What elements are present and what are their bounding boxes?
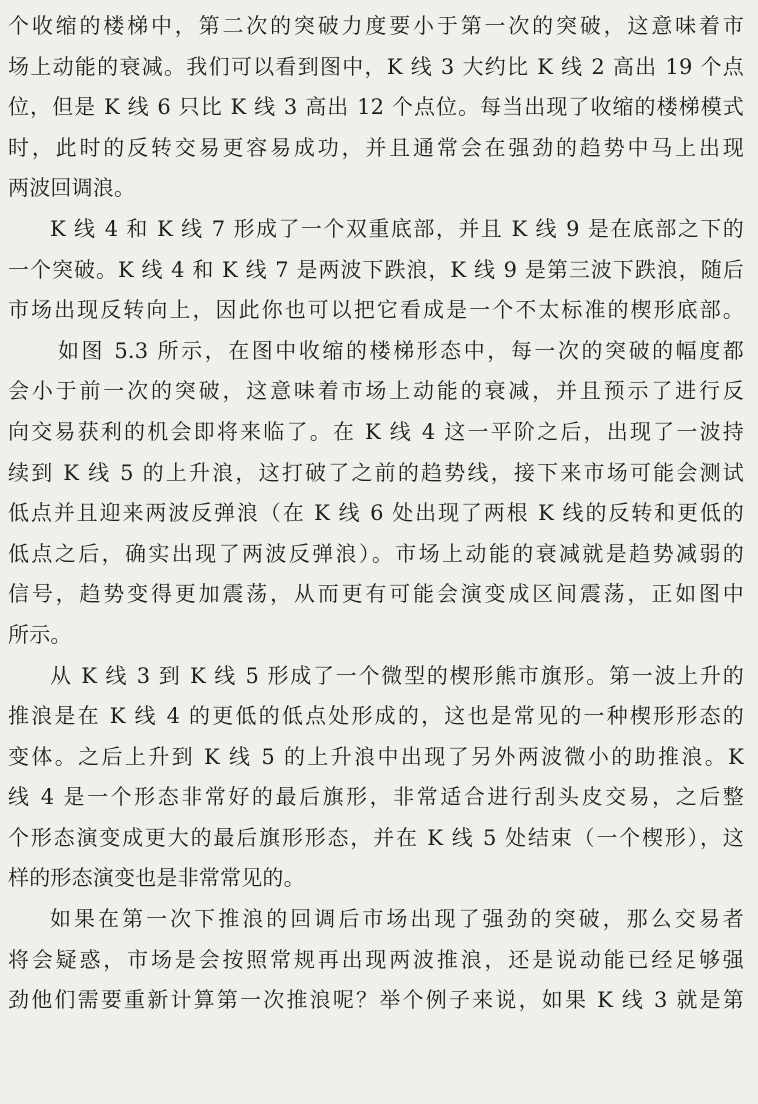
text-line: 推浪是在 K 线 4 的更低的低点处形成的，这也是常见的一种楔形形态的 (8, 704, 744, 729)
text-line: 从 K 线 3 到 K 线 5 形成了一个微型的楔形熊市旗形。第一波上升的 (50, 663, 744, 688)
paragraph-3 (8, 331, 744, 656)
paragraph-5 (8, 899, 744, 1021)
paragraph-1 (8, 6, 744, 209)
text-line: 位，但是 K 线 6 只比 K 线 3 高出 12 个点位。每当出现了收缩的楼梯模式 (8, 95, 744, 120)
text-line: 如图 5.3 所示，在图中收缩的楼梯形态中，每一次的突破的幅度都 (58, 338, 744, 363)
text-line: 所示。 (8, 622, 72, 647)
text-line: 低点之后，确实出现了两波反弹浪）。市场上动能的衰减就是趋势减弱的 (8, 541, 744, 566)
text-line: 个收缩的楼梯中，第二次的突破力度要小于第一次的突破，这意味着市 (8, 14, 744, 38)
text-line: 会小于前一次的突破，这意味着市场上动能的衰减，并且预示了进行反 (8, 379, 744, 404)
text-line: 低点并且迎来两波反弹浪（在 K 线 6 处出现了两根 K 线的反转和更低的 (8, 501, 744, 526)
text-line: 变体。之后上升到 K 线 5 的上升浪中出现了另外两波微小的助推浪。K (8, 744, 744, 769)
text-line: 两波回调浪。 (8, 176, 136, 201)
text-line: 将会疑惑，市场是会按照常规再出现两波推浪，还是说动能已经足够强 (8, 947, 744, 972)
paragraph-2 (8, 209, 744, 331)
text-line: 场上动能的衰减。我们可以看到图中，K 线 3 大约比 K 线 2 高出 19 个点 (8, 54, 744, 79)
text-line: 一个突破。K 线 4 和 K 线 7 是两波下跌浪，K 线 9 是第三波下跌浪，随后 (8, 257, 744, 282)
paragraph-4 (8, 656, 744, 900)
text-line: 向交易获利的机会即将来临了。在 K 线 4 这一平阶之后，出现了一波持 (8, 419, 744, 444)
text-line: 个形态演变成更大的最后旗形形态，并在 K 线 5 处结束（一个楔形），这 (8, 825, 744, 850)
text-line: 劲他们需要重新计算第一次推浪呢？举个例子来说，如果 K 线 3 就是第 (8, 988, 744, 1013)
text-line: 市场出现反转向上，因此你也可以把它看成是一个不太标准的楔形底部。 (8, 298, 744, 323)
text-line: 线 4 是一个形态非常好的最后旗形，非常适合进行刮头皮交易，之后整 (8, 785, 744, 810)
text-line: 续到 K 线 5 的上升浪，这打破了之前的趋势线，接下来市场可能会测试 (8, 460, 744, 485)
text-line: 信号，趋势变得更加震荡，从而更有可能会演变成区间震荡，正如图中 (8, 582, 744, 607)
text-line: 时，此时的反转交易更容易成功，并且通常会在强劲的趋势中马上出现 (8, 135, 744, 160)
text-line: 样的形态演变也是非常常见的。 (8, 866, 305, 891)
text-line: 如果在第一次下推浪的回调后市场出现了强劲的突破，那么交易者 (50, 907, 744, 932)
text-line: K 线 4 和 K 线 7 形成了一个双重底部，并且 K 线 9 是在底部之下的 (50, 216, 744, 241)
